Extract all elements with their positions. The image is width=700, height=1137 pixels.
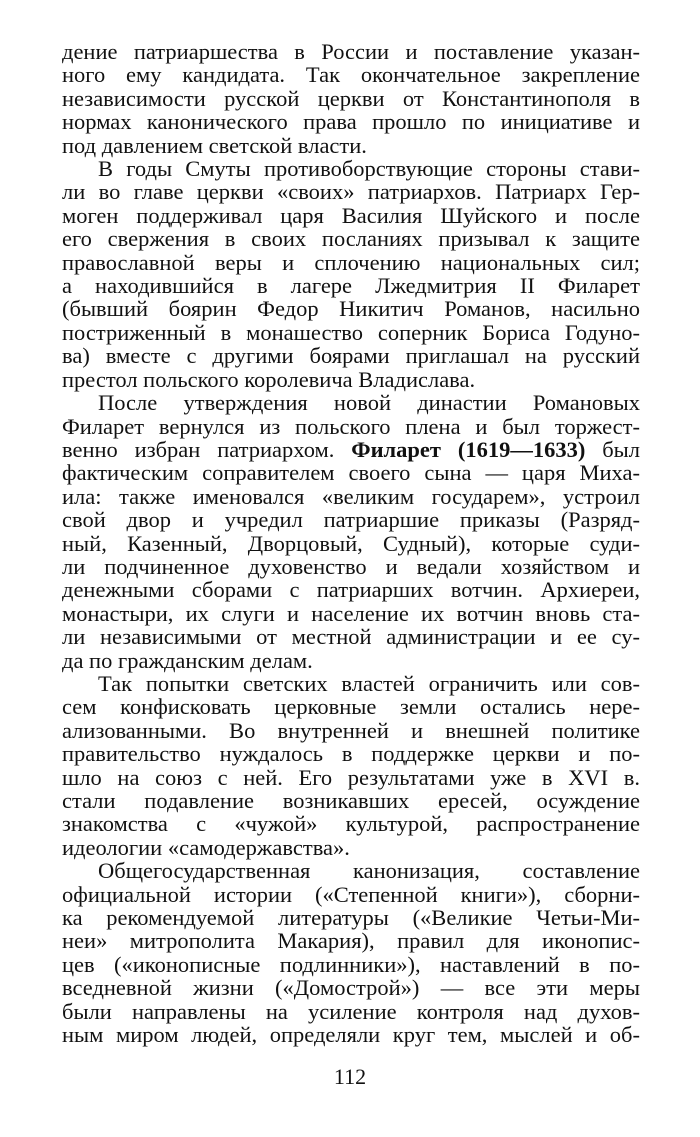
page-number: 112 [333, 1064, 367, 1089]
text-line: ализованными. Во внутренней и внешней политике [62, 717, 640, 743]
bold-term-filaret: Филарет (1619—1633) [351, 436, 586, 462]
text-line-with-bold [62, 438, 640, 461]
text-line: были направлены на усиление контроля над духов- [62, 998, 640, 1024]
paragraph-5 [62, 859, 640, 1046]
text-line: ного ему кандидата. Так окончательное закрепление [62, 62, 640, 88]
text-line: официальной истории («Степенной книги»), сборни- [62, 881, 640, 907]
text-line: В годы Смуты противоборствующие стороны стави- [98, 156, 640, 182]
text-line: После утверждения новой династии Романовых [98, 390, 640, 416]
text-line: идеологии «самодержавства». [62, 834, 350, 860]
text-line: цев («иконописные подлинники»), наставлений в по- [62, 951, 640, 977]
text-line: стали подавление возникавших ересей, осуждение [62, 788, 640, 813]
text-line: неи» митрополита Макария), правил для иконопис- [62, 928, 640, 954]
text-line: постриженный в монашество соперник Бориса Годуно- [62, 319, 640, 345]
text-line: ва) вместе с другими боярами приглашал на русский [62, 343, 640, 369]
text-line: ли подчиненное духовенство и ведали хозяйством и [62, 553, 640, 579]
text-line: фактическим соправителем своего сына — царя Миха- [62, 460, 640, 486]
text-line: (бывший боярин Федор Никитич Романов, насильно [62, 296, 640, 322]
text-line: православной веры и сплочению национальных сил; [62, 249, 640, 275]
text-line: монастыри, их слуги и население их вотчин вновь ста- [62, 600, 640, 626]
text-line: вседневной жизни («Домострой») — все эти меры [62, 975, 640, 1001]
text-line: а находившийся в лагере Лжедмитрия II Филарет [62, 273, 640, 299]
page-body [62, 40, 640, 1046]
text-line: под давлением светской власти. [62, 132, 367, 158]
text-line: ли независимыми от местной администрации и ее су- [62, 624, 640, 650]
text-line: да по гражданским делам. [62, 647, 313, 673]
text-line: ли во главе церкви «своих» патриархов. Патриарх Гер- [62, 179, 640, 205]
paragraph-1 [62, 40, 640, 157]
text-line: Общегосударственная канонизация, составление [98, 858, 640, 884]
text-line: правительство нуждалось в поддержке церкви и по- [62, 741, 640, 767]
text-line: престол польского королевича Владислава. [62, 366, 476, 392]
text-segment: был [585, 436, 640, 462]
text-line: денежными сборами с патриарших вотчин. Архиереи, [62, 577, 640, 603]
text-line: ила: также именовался «великим государем», устроил [62, 483, 640, 509]
text-line: ным миром людей, определяли круг тем, мыслей и об- [62, 1022, 640, 1048]
text-line: моген поддерживал царя Василия Шуйского и после [62, 202, 640, 228]
text-line: Филарет вернулся из польского плена и был торжест- [62, 413, 640, 439]
text-line: шло на союз с ней. Его результатами уже в XVI в. [62, 764, 640, 790]
text-line: его свержения в своих посланиях призывал к защите [62, 226, 640, 252]
text-line: нормах канонического права прошло по инициативе и [62, 109, 640, 135]
text-line: дение патриаршества в России и поставление указан- [62, 39, 640, 64]
text-line: свой двор и учредил патриаршие приказы (Разряд- [62, 507, 640, 533]
paragraph-2 [62, 157, 640, 391]
paragraph-4 [62, 672, 640, 859]
text-line: ка рекомендуемой литературы («Великие Четьи-Ми- [62, 905, 640, 931]
text-segment: венно избран патриархом. [62, 436, 352, 462]
text-line: ный, Казенный, Дворцовый, Судный), которые суди- [62, 530, 640, 556]
text-line: сем конфисковать церковные земли остались нере- [62, 694, 640, 720]
text-line: знакомства с «чужой» культурой, распространение [62, 811, 640, 837]
text-line: независимости русской церкви от Константинополя в [62, 85, 640, 111]
text-line: Так попытки светских властей ограничить или сов- [98, 670, 640, 696]
paragraph-3 [62, 391, 640, 672]
